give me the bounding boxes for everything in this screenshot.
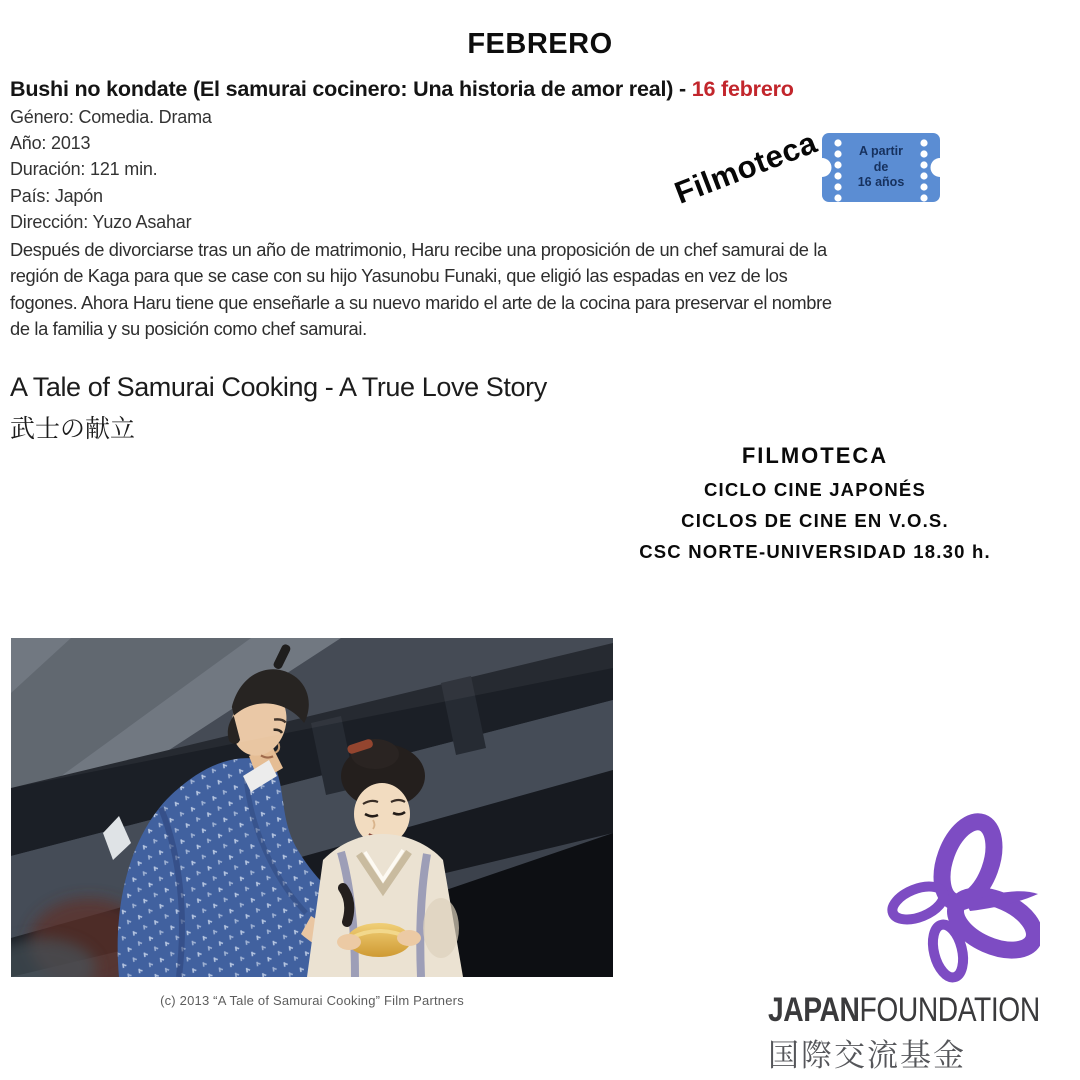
film-title-japanese: 武士の献立 <box>10 415 136 443</box>
japan-foundation-logo-icon <box>868 810 1040 988</box>
age-rating-text <box>852 144 910 191</box>
page-title: FEBRERO <box>467 28 613 60</box>
film-title-spanish: Bushi no kondate (El samurai cocinero: Una historia de amor real) - <box>10 77 692 101</box>
age-rating-line3: 16 años <box>857 175 905 189</box>
meta-genre: Género: Comedia. Drama <box>10 107 212 127</box>
film-metadata <box>10 104 212 235</box>
film-still-art <box>11 638 613 977</box>
japan-foundation-wordmark <box>768 991 1040 1030</box>
meta-director: Dirección: Yuzo Asahar <box>10 211 192 232</box>
photo-caption: (c) 2013 “A Tale of Samurai Cooking” Film Partners <box>160 993 464 1008</box>
age-rating-ticket <box>822 133 940 202</box>
screening-info <box>600 443 1030 572</box>
screening-date: 16 febrero <box>691 77 794 101</box>
film-synopsis: Después de divorciarse tras un año de matrimonio, Haru recibe una proposición de un chef samurai de la región de Kaga para que se case con su hijo Yasunobu Funaki, que eligió las espadas en vez de los fogones. Ahora Haru tiene que enseñarle a su nuevo marido el arte de la cocina para preservar el nombre de la familia y su posición como chef samurai. <box>10 239 832 340</box>
screening-vos: CICLOS DE CINE EN V.O.S. <box>681 510 949 531</box>
film-title-english: A Tale of Samurai Cooking - A True Love Story <box>10 372 547 402</box>
screening-location-time: CSC NORTE-UNIVERSIDAD 18.30 h. <box>639 541 991 562</box>
meta-country: País: Japón <box>10 185 103 206</box>
meta-duration: Duración: 121 min. <box>10 159 158 180</box>
screening-cycle: CICLO CINE JAPONÉS <box>703 479 927 500</box>
logo-text-japan: JAPAN <box>768 991 860 1029</box>
film-title <box>10 77 910 102</box>
age-rating-line1: A partir <box>859 144 903 158</box>
meta-year: Año: 2013 <box>10 133 91 154</box>
film-still-image <box>11 638 613 977</box>
screening-venue: FILMOTECA <box>741 443 889 468</box>
japan-foundation-japanese-name: 国際交流基金 <box>768 1038 966 1073</box>
logo-text-foundation: FOUNDATION <box>859 991 1040 1029</box>
age-rating-line2: de <box>873 159 889 174</box>
filmoteca-stamp: Filmoteca <box>669 124 822 211</box>
